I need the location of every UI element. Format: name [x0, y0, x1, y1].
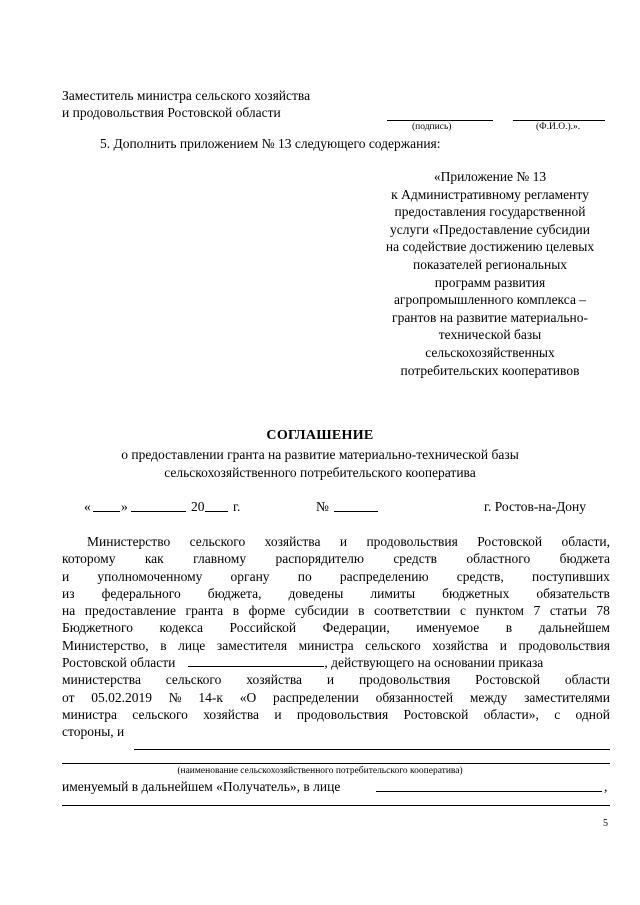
body-line-2: которому как главному распорядителю средств областного бюджета: [62, 551, 610, 567]
body-line-4: из федерального бюджета, доведены лимиты бюджетных обязательств: [62, 585, 610, 601]
signature-line: [387, 120, 493, 121]
agreement-subtitle-line1: о предоставлении гранта на развитие материально-технической базы: [121, 447, 519, 462]
cooperative-blank-line2: [62, 763, 610, 764]
body-line-12: стороны, и: [62, 724, 125, 740]
body-line-9: министерства сельского хозяйства и продовольствия Ростовской области: [62, 672, 610, 688]
date-year-prefix: 20: [191, 499, 205, 514]
signature-title-line1: Заместитель министра сельского хозяйства: [62, 88, 311, 103]
body-line-5: на предоставление гранта в форме субсидии в соответствии с пунктом 7 статьи 78: [62, 603, 610, 619]
body-line-1: Министерство сельского хозяйства и продовольствия Ростовской области,: [87, 534, 610, 549]
agreement-subtitle: [0, 446, 640, 481]
page-number: 5: [603, 818, 608, 829]
signature-block: [62, 87, 310, 121]
appendix-line: предоставления государственной: [394, 204, 586, 220]
appendix-line: к Административному регламенту: [391, 186, 589, 202]
cooperative-label: (наименование сельскохозяйственного потребительского кооператива): [177, 766, 463, 776]
signature-title-line2: и продовольствия Ростовской области: [62, 105, 281, 120]
cooperative-blank: [134, 749, 610, 750]
agreement-subtitle-line2: сельскохозяйственного потребительского кооператива: [164, 464, 476, 480]
signature-label: (подпись): [412, 122, 452, 132]
date-month-blank: [131, 511, 186, 512]
date-day-blank: [93, 511, 120, 512]
number-sign: №: [316, 499, 329, 514]
body-line-6: Бюджетного кодекса Российской Федерации, именуемое в дальнейшем: [62, 620, 610, 636]
appendix-line: «Приложение № 13: [433, 169, 547, 184]
date-quote-open: «: [84, 499, 91, 514]
body-line-3: и уполномоченному органу по распределению средств, поступивших: [62, 568, 610, 584]
item-5: 5. Дополнить приложением № 13 следующего содержания:: [100, 136, 441, 151]
fio-label: (Ф.И.О.).».: [536, 122, 581, 132]
representative-blank-line2: [62, 805, 610, 806]
number-blank: [334, 511, 378, 512]
appendix-line: технической базы: [438, 327, 542, 343]
date-year-blank: [205, 511, 228, 512]
body-line-7: Министерство, в лице заместителя министра сельского хозяйства и продовольствия: [62, 637, 610, 653]
named-line-comma: ,: [604, 779, 608, 794]
appendix-line: программ развития: [434, 274, 546, 290]
deputy-name-blank: [188, 654, 324, 667]
body-line-11: министра сельского хозяйства и продовольствия Ростовской области», с одной: [62, 706, 610, 722]
date-quote-close: »: [121, 499, 128, 514]
representative-blank: [376, 791, 602, 792]
agreement-body: [62, 533, 610, 741]
body-line-10: от 05.02.2019 № 14-к «О распределении обязанностей между заместителями: [62, 689, 610, 705]
appendix-line: на содействие достижению целевых: [385, 239, 595, 255]
agreement-title: СОГЛАШЕНИЕ: [266, 428, 374, 443]
appendix-line: сельскохозяйственных: [425, 344, 555, 360]
appendix-line: грантов на развитие материально-: [392, 309, 588, 325]
body-line-8: Ростовской области , действующего на основании приказа: [62, 655, 544, 671]
appendix-line: потребительских кооперативов: [400, 362, 580, 378]
named-line: именуемый в дальнейшем «Получатель», в лице: [62, 779, 341, 794]
city: г. Ростов-на-Дону: [484, 499, 587, 514]
appendix-line: показателей региональных: [412, 256, 568, 272]
appendix-line: агропромышленного комплекса –: [393, 292, 587, 308]
fio-line: [513, 120, 605, 121]
date-year-suffix: г.: [233, 499, 241, 514]
appendix-line: услуги «Предоставление субсидии: [390, 221, 590, 237]
appendix-block: [365, 168, 615, 379]
